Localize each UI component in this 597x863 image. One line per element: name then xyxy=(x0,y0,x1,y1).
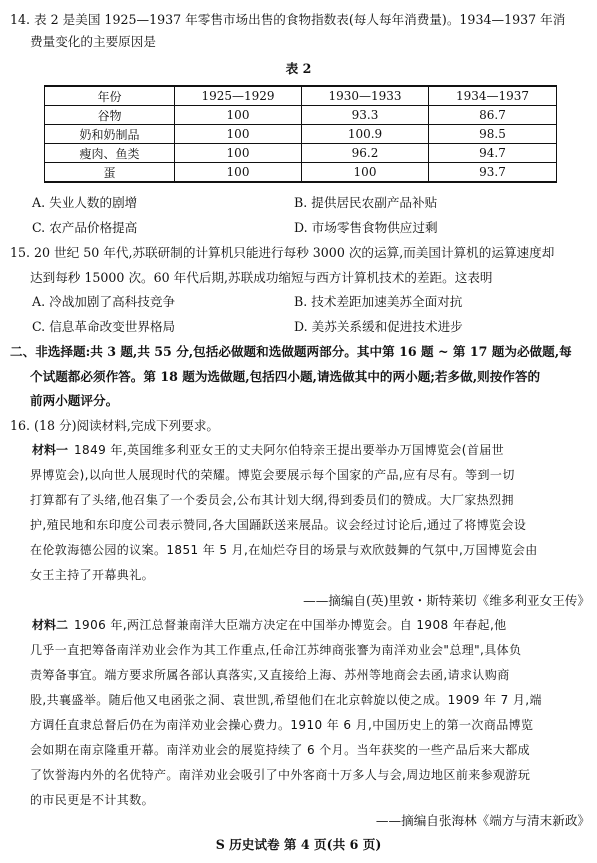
table-cell: 100 xyxy=(175,106,302,125)
material-2-label: 材料二 xyxy=(32,618,69,632)
q14-option-a: A. 失业人数的剧增 xyxy=(32,195,138,210)
q14-option-d: D. 市场零售食物供应过剩 xyxy=(294,220,438,235)
section2-line-2: 个试题都必须作答。第 18 题为选做题,包括四小题,请选做其中的两小题;若多做,则按作答的 xyxy=(30,369,541,384)
q14-option-b: B. 提供居民农副产品补贴 xyxy=(294,195,438,210)
material-1-line-5: 在伦敦海德公园的议案。1851 年 5 月,在灿烂夺目的场景与欢欣鼓舞的气氛中,万国博览会由 xyxy=(30,543,538,557)
table-row xyxy=(45,125,557,144)
table-header-cell: 1934—1937 xyxy=(429,86,557,106)
material-1-line-1 xyxy=(32,443,587,458)
q15-option-c: C. 信息革命改变世界格局 xyxy=(32,319,176,334)
material-1-label: 材料一 xyxy=(32,443,69,457)
section2-line-1: 二、非选择题:共 3 题,共 55 分,包括必做题和选做题两部分。其中第 16 题 ~ 第 17 题为必做题,每 xyxy=(10,344,572,359)
table-cell: 86.7 xyxy=(429,106,557,125)
table-cell: 谷物 xyxy=(45,106,175,125)
material-1-source: ——摘编自(英)里敦・斯特莱切《维多利亚女王传》 xyxy=(303,593,590,608)
table-cell: 94.7 xyxy=(429,144,557,163)
table-cell: 93.3 xyxy=(302,106,429,125)
q15-stem-line-1: 15. 20 世纪 50 年代,苏联研制的计算机只能进行每秒 3000 次的运算,而美国计算机的运算速度却 xyxy=(10,245,555,260)
table-row xyxy=(45,106,557,125)
material-1-line-6: 女王主持了开幕典礼。 xyxy=(30,568,155,582)
q15-option-d: D. 美苏关系缓和促进技术进步 xyxy=(294,319,463,334)
food-index-table xyxy=(44,85,557,183)
table-cell: 98.5 xyxy=(429,125,557,144)
material-2-line-5: 方调任直隶总督后仍在为南洋劝业会操心费力。1910 年 6 月,中国历史上的第一次商品博览 xyxy=(30,718,534,732)
material-1-line-3: 打算都有了头绪,他召集了一个委员会,公布其计划大纲,得到委员们的赞成。大厂家热烈拥 xyxy=(30,493,514,507)
table-cell: 100 xyxy=(175,125,302,144)
table-cell: 瘦肉、鱼类 xyxy=(45,144,175,163)
table-cell: 93.7 xyxy=(429,163,557,183)
table-header-row xyxy=(45,86,557,106)
material-2-line-2: 几乎一直把筹备南洋劝业会作为其工作重点,任命江苏绅商张謇为南洋劝业会"总理",具体负 xyxy=(30,643,522,657)
q14-option-c: C. 农产品价格提高 xyxy=(32,220,138,235)
table-row xyxy=(45,144,557,163)
material-1-text: 1849 年,英国维多利亚女王的丈夫阿尔伯特亲王提出要举办万国博览会(首届世 xyxy=(74,443,505,457)
table-cell: 奶和奶制品 xyxy=(45,125,175,144)
material-2-line-4: 股,共襄盛举。随后他又电函张之洞、袁世凯,希望他们在北京斡旋以使之成。1909 年 7 月,端 xyxy=(30,693,542,707)
material-2-line-3: 责筹备事宜。端方要求所属各部认真落实,又直接给上海、苏州等地商会去函,请求认购商 xyxy=(30,668,510,682)
q16-stem: 16. (18 分)阅读材料,完成下列要求。 xyxy=(10,418,220,433)
material-2-line-7: 了饮誉海内外的名优特产。南洋劝业会吸引了中外客商十万多人与会,周边地区前来参观游玩 xyxy=(30,768,531,782)
table-row xyxy=(45,163,557,183)
q15-stem-line-2: 达到每秒 15000 次。60 年代后期,苏联成功缩短与西方计算机技术的差距。这表明 xyxy=(30,270,493,285)
section2-line-3: 前两小题评分。 xyxy=(30,393,119,408)
q14-stem-line-1: 14. 表 2 是美国 1925—1937 年零售市场出售的食物指数表(每人每年消费量)。1934—1937 年消 xyxy=(10,12,566,27)
material-1-line-2: 界博览会),以向世人展现时代的荣耀。博览会要展示每个国家的产品,应有尽有。等到一切 xyxy=(30,468,515,482)
q15-option-b: B. 技术差距加速美苏全面对抗 xyxy=(294,294,463,309)
table-cell: 96.2 xyxy=(302,144,429,163)
table-cell: 蛋 xyxy=(45,163,175,183)
table-header-cell: 年份 xyxy=(45,86,175,106)
q14-stem-line-2: 费量变化的主要原因是 xyxy=(30,34,156,49)
table-cell: 100.9 xyxy=(302,125,429,144)
material-2-line-8: 的市民更是不计其数。 xyxy=(30,793,155,807)
table-cell: 100 xyxy=(175,163,302,183)
table-title: 表 2 xyxy=(285,61,312,76)
table-header-cell: 1925—1929 xyxy=(175,86,302,106)
table-cell: 100 xyxy=(175,144,302,163)
material-2-line-6: 会如期在南京隆重开幕。南洋劝业会的展览持续了 6 个月。当年获奖的一些产品后来大都成 xyxy=(30,743,531,757)
material-1-line-4: 护,殖民地和东印度公司表示赞同,各大国踊跃送来展品。议会经过讨论后,通过了将博览会设 xyxy=(30,518,527,532)
q15-option-a: A. 冷战加剧了高科技竞争 xyxy=(32,294,176,309)
page-footer: S 历史试卷 第 4 页(共 6 页) xyxy=(215,837,382,852)
material-2-source: ——摘编自张海林《端方与清末新政》 xyxy=(375,813,590,828)
material-2-line-1 xyxy=(32,618,587,633)
table-cell: 100 xyxy=(302,163,429,183)
table-header-cell: 1930—1933 xyxy=(302,86,429,106)
material-2-text: 1906 年,两江总督兼南洋大臣端方决定在中国举办博览会。自 1908 年春起,他 xyxy=(74,618,507,632)
